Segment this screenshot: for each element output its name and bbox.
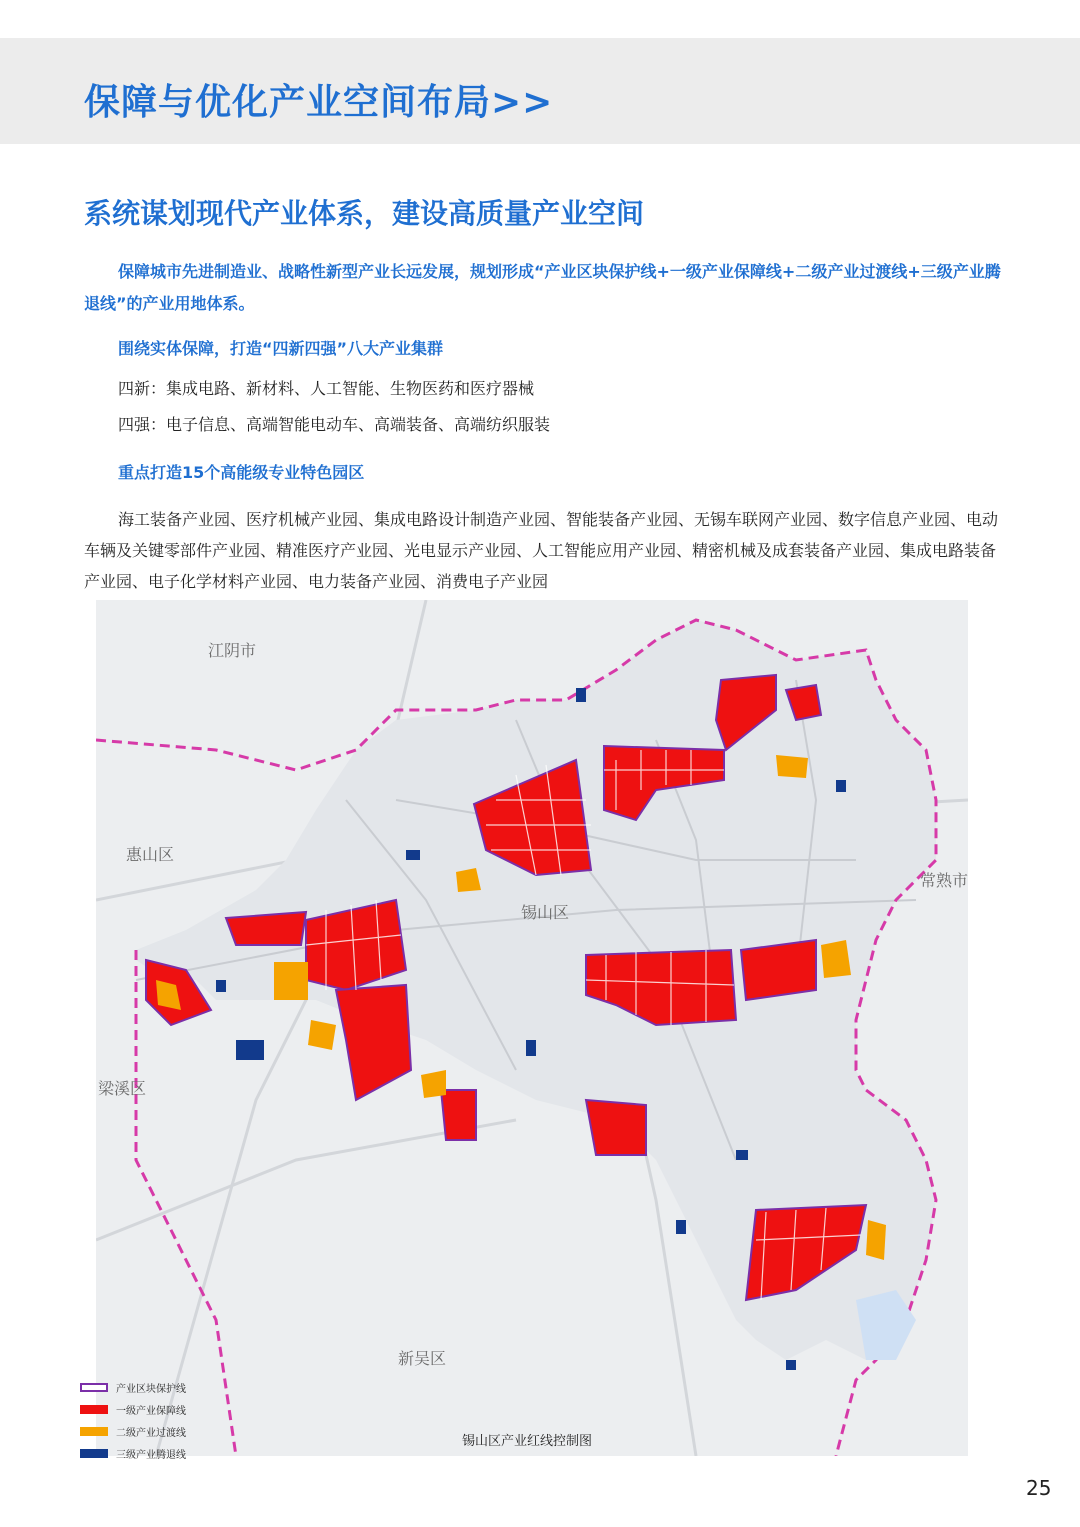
legend-swatch-protection xyxy=(80,1383,108,1392)
legend-label: 产业区块保护线 xyxy=(116,1383,186,1395)
page-number: 25 xyxy=(1026,1476,1052,1500)
legend-label: 一级产业保障线 xyxy=(116,1405,186,1417)
zone-navy xyxy=(236,1040,264,1060)
zone-navy xyxy=(216,980,226,992)
zone-navy xyxy=(406,850,420,860)
label-changshu: 常熟市 xyxy=(920,871,968,890)
legend-item xyxy=(80,1398,220,1420)
industry-map xyxy=(96,600,968,1456)
four-new-line: 四新：集成电路、新材料、人工智能、生物医药和医疗器械 xyxy=(118,379,535,398)
legend-swatch-primary xyxy=(80,1405,108,1414)
legend-swatch-tertiary xyxy=(80,1449,108,1458)
intro-paragraph: 保障城市先进制造业、战略性新型产业长远发展，规划形成“产业区块保护线+一级产业保障线+二级产业过渡线+三级产业腾退线”的产业用地体系。 xyxy=(84,262,1001,313)
four-strong-line: 四强：电子信息、高端智能电动车、高端装备、高端纺织服装 xyxy=(118,415,551,434)
legend-item xyxy=(80,1376,220,1398)
zone-red xyxy=(226,912,306,945)
zone-red xyxy=(586,1100,646,1155)
zone-orange xyxy=(308,1020,336,1050)
zone-navy xyxy=(526,1040,536,1056)
zone-navy xyxy=(836,780,846,792)
zone-red xyxy=(741,940,816,1000)
map-graphic xyxy=(96,600,968,1456)
legend-swatch-secondary xyxy=(80,1427,108,1436)
zone-navy xyxy=(736,1150,748,1160)
legend-label: 三级产业腾退线 xyxy=(116,1449,186,1461)
zone-red xyxy=(441,1090,476,1140)
zone-orange xyxy=(821,940,851,978)
zone-navy xyxy=(676,1220,686,1234)
label-xishan: 锡山区 xyxy=(521,903,570,922)
page-title: 保障与优化产业空间布局>> xyxy=(84,82,554,123)
legend-label: 二级产业过渡线 xyxy=(116,1427,186,1439)
zone-orange xyxy=(866,1220,886,1260)
label-jiangyin: 江阴市 xyxy=(208,641,257,660)
zone-orange xyxy=(776,755,808,778)
section-title: 系统谋划现代产业体系，建设高质量产业空间 xyxy=(84,197,645,230)
legend-item xyxy=(80,1442,220,1464)
label-xinwu: 新吴区 xyxy=(398,1349,447,1368)
parks-list: 海工装备产业园、医疗机械产业园、集成电路设计制造产业园、智能装备产业园、无锡车联网产业园、数字信息产业园、电动车辆及关键零部件产业园、精准医疗产业园、光电显示产业园、人工智能应用产业园、精密机械及成套装备产业园、集成电路装备产业园、电子化学材料产业园、电力装备产业园、消费电子产业园 xyxy=(84,510,999,591)
legend-item xyxy=(80,1420,220,1442)
label-huishan: 惠山区 xyxy=(126,845,175,864)
zone-orange xyxy=(274,962,308,1000)
label-liangxi: 梁溪区 xyxy=(98,1079,147,1098)
zone-navy xyxy=(576,688,586,702)
zone-navy xyxy=(786,1360,796,1370)
clusters-heading: 围绕实体保障，打造“四新四强”八大产业集群 xyxy=(118,339,444,358)
map-caption: 锡山区产业红线控制图 xyxy=(462,1434,593,1449)
map-legend xyxy=(80,1376,220,1464)
parks-heading: 重点打造15个高能级专业特色园区 xyxy=(118,463,365,482)
